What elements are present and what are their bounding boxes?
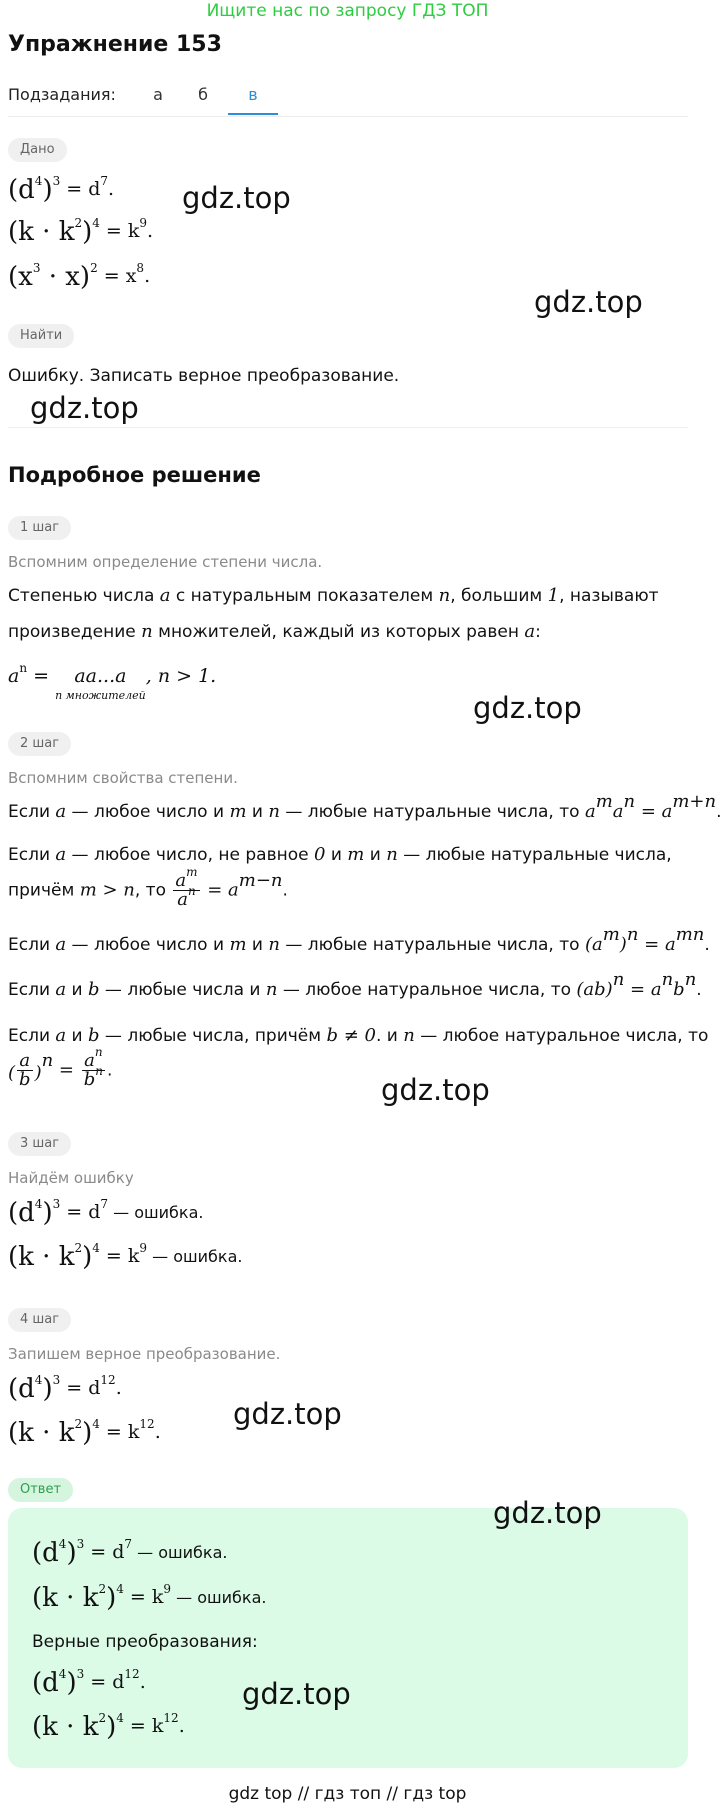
step-3-chip: 3 шаг	[8, 1132, 71, 1156]
answer-eq-2: $(k \cdot k^2)^4 = k^9$ — ошибка.	[32, 1581, 267, 1613]
watermark: gdz.top	[30, 391, 139, 425]
footer-links[interactable]: gdz top // гдз топ // гдз top	[228, 1784, 467, 1804]
answer-eq-3: $(d^4)^3 = d^{12}$.	[32, 1666, 146, 1698]
step-3-eq-2: $(k \cdot k^2)^4 = k^9$ — ошибка.	[8, 1240, 243, 1272]
step-3-hint: Найдём ошибку	[8, 1169, 134, 1187]
step-1-chip: 1 шаг	[8, 516, 71, 540]
answer-chip: Ответ	[8, 1478, 73, 1502]
watermark: gdz.top	[473, 691, 582, 725]
section-divider	[8, 427, 688, 428]
property-5-line-2: ( $\frac{a}{b}$ )$^n$ = $\frac{a^n}{b^n}$ .	[8, 1045, 113, 1090]
find-text: Ошибку. Записать верное преобразование.	[8, 366, 400, 386]
step-3-eq-1: $(d^4)^3 = d^7$ — ошибка.	[8, 1196, 204, 1228]
step-4-eq-2: $(k \cdot k^2)^4 = k^{12}$.	[8, 1416, 161, 1448]
answer-eq-4: $(k \cdot k^2)^4 = k^{12}$.	[32, 1710, 185, 1742]
property-3: Если a — любое число и m и n — любые натуральные числа, то $(a^m)^n = a^{mn}$.	[8, 924, 710, 955]
find-chip: Найти	[8, 324, 74, 348]
property-5-line-1: Если a и b — любые числа, причём b ≠ 0. и n — любое натуральное числа, то	[8, 1025, 709, 1046]
step-4-chip: 4 шаг	[8, 1308, 71, 1332]
answer-box	[8, 1508, 688, 1768]
subtask-tabs	[8, 80, 688, 117]
tab-v[interactable]: в	[248, 85, 258, 104]
given-eq-2: $(k \cdot k^2)^4 = k^9$.	[8, 215, 154, 247]
power-definition-formula: $a^n = aa...a$ n множителей , n > 1.	[8, 660, 217, 702]
answer-label: Верные преобразования:	[32, 1632, 258, 1652]
property-2-line-1: Если a — любое число, не равное 0 и m и n — любые натуральные числа,	[8, 844, 672, 865]
step-1-line-1: Степенью числа a с натуральным показателем n, большим 1, называют	[8, 585, 659, 606]
step-1-line-2: произведение n множителей, каждый из которых равен a:	[8, 621, 541, 642]
given-eq-1: $(d^4)^3 = d^7$.	[8, 173, 115, 205]
subtasks-label: Подзадания:	[8, 85, 116, 104]
step-2-chip: 2 шаг	[8, 732, 71, 756]
watermark: gdz.top	[242, 1677, 351, 1711]
active-tab-underline	[228, 113, 278, 115]
watermark: gdz.top	[233, 1397, 342, 1431]
given-eq-3: $(x^3 \cdot x)^2 = x^8$.	[8, 260, 151, 292]
property-1: Если a — любое число и m и n — любые натуральные числа, то $a^ma^n = a^{m+n}$.	[8, 791, 722, 822]
step-2-hint: Вспомним свойства степени.	[8, 769, 238, 787]
watermark: gdz.top	[534, 285, 643, 319]
solution-title: Подробное решение	[8, 463, 261, 487]
step-1-hint: Вспомним определение степени числа.	[8, 553, 323, 571]
promo-banner[interactable]: Ищите нас по запросу ГДЗ ТОП	[206, 1, 489, 21]
tab-b[interactable]: б	[198, 85, 208, 104]
step-4-eq-1: $(d^4)^3 = d^{12}$.	[8, 1372, 122, 1404]
tab-a[interactable]: а	[153, 85, 163, 104]
step-4-hint: Запишем верное преобразование.	[8, 1345, 281, 1363]
answer-eq-1: $(d^4)^3 = d^7$ — ошибка.	[32, 1536, 228, 1568]
property-4: Если a и b — любые числа и n — любое натуральное числа, то $(ab)^n = a^nb^n$.	[8, 969, 702, 1000]
watermark: gdz.top	[381, 1073, 490, 1107]
given-chip: Дано	[8, 138, 67, 162]
page-title: Упражнение 153	[8, 32, 222, 57]
watermark: gdz.top	[182, 181, 291, 215]
property-2-line-2: причём m > n, то $\frac{a^m}{a^n}$ = $a^{m-n}$.	[8, 865, 288, 910]
watermark: gdz.top	[493, 1496, 602, 1530]
